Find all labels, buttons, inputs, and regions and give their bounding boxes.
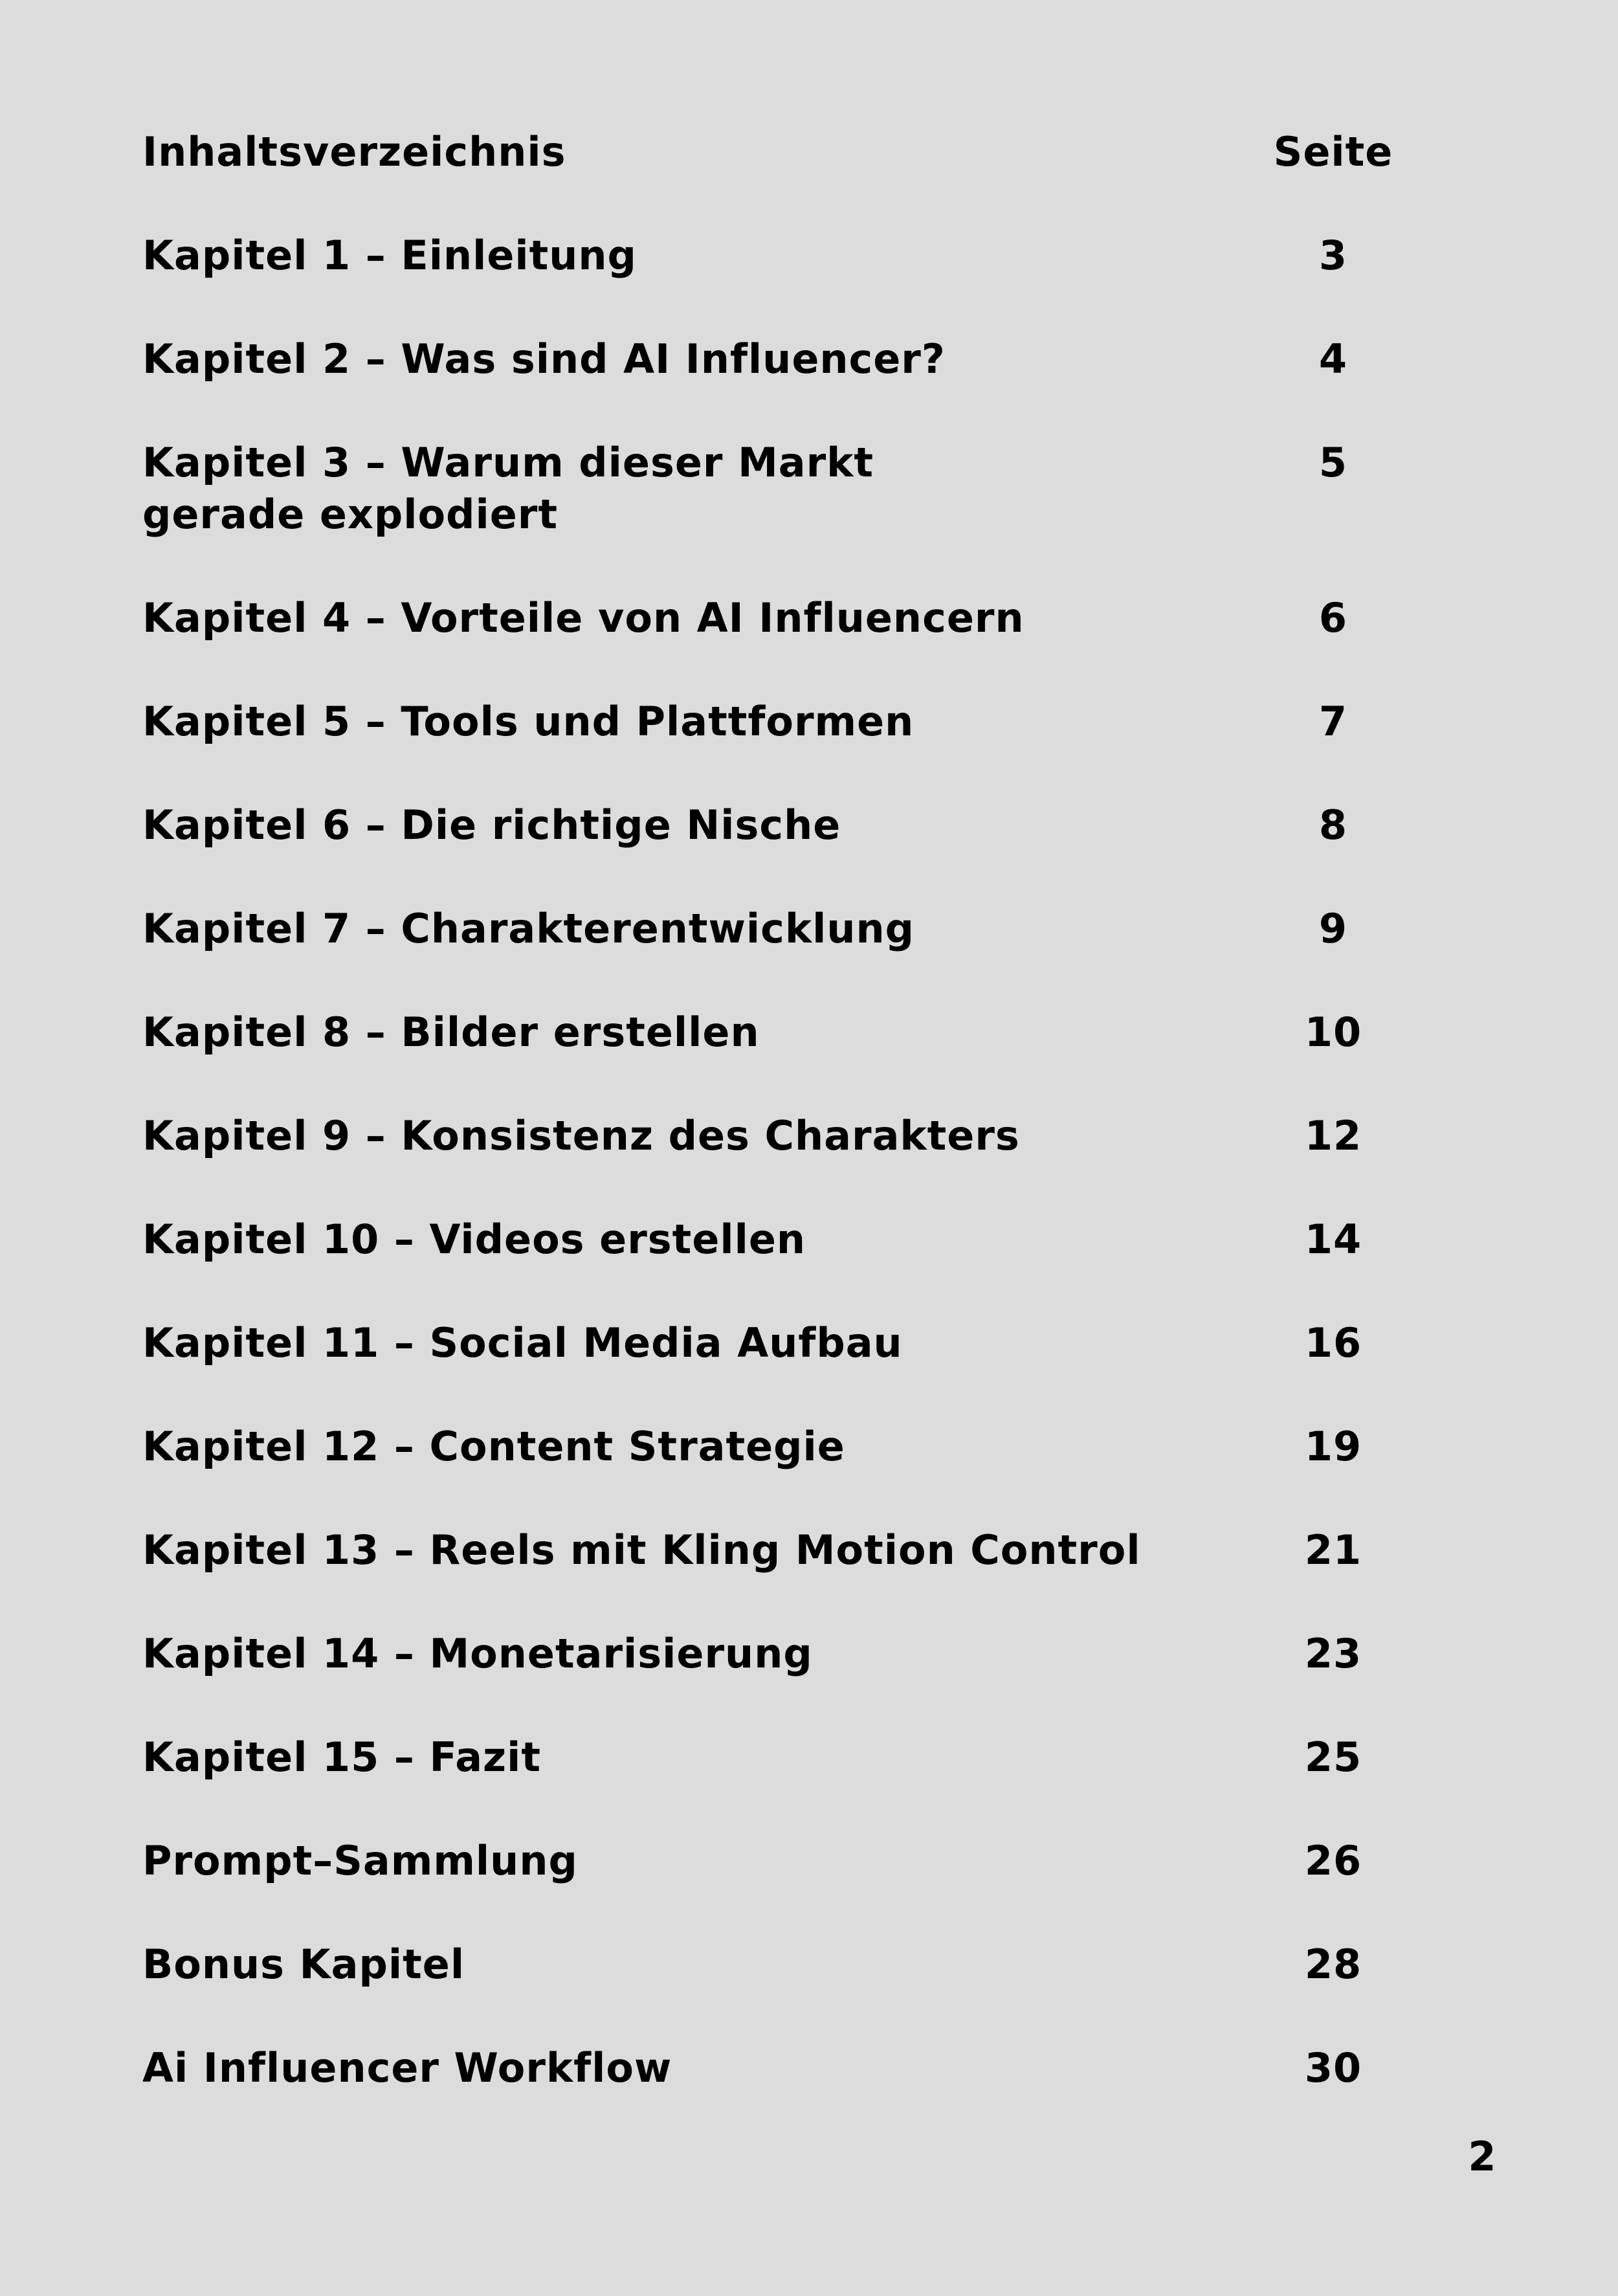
table-of-contents xyxy=(142,0,1437,2296)
toc-entry-page: 23 xyxy=(1304,1630,1362,1677)
toc-entry-title: Prompt–Sammlung xyxy=(142,1837,578,1884)
toc-entry-title: Kapitel 12 – Content Strategie xyxy=(142,1423,845,1470)
toc-entry-title: Kapitel 5 – Tools und Plattformen xyxy=(142,698,914,745)
toc-entry-page: 7 xyxy=(1318,698,1348,745)
toc-entry-page: 21 xyxy=(1304,1526,1362,1574)
toc-entry-title: Kapitel 10 – Videos erstellen xyxy=(142,1216,806,1263)
toc-entry-page: 25 xyxy=(1304,1733,1362,1781)
toc-heading: Inhaltsverzeichnis xyxy=(142,128,566,175)
toc-entry-title: Kapitel 6 – Die richtige Nische xyxy=(142,801,841,849)
page-number: 2 xyxy=(1468,2133,1496,2180)
toc-entry-page: 16 xyxy=(1304,1319,1362,1366)
toc-entry-title: Kapitel 1 – Einleitung xyxy=(142,232,637,279)
toc-entry-title: Kapitel 13 – Reels mit Kling Motion Control xyxy=(142,1526,1141,1574)
toc-entry-title: Kapitel 7 – Charakterentwicklung xyxy=(142,905,914,952)
toc-entry-page: 9 xyxy=(1318,905,1348,952)
page-column-label: Seite xyxy=(1273,128,1393,175)
toc-entry-page: 26 xyxy=(1304,1837,1362,1884)
toc-entry-title: Kapitel 2 – Was sind AI Influencer? xyxy=(142,335,946,383)
toc-entry-page: 19 xyxy=(1304,1423,1362,1470)
toc-entry-title: Kapitel 14 – Monetarisierung xyxy=(142,1630,813,1677)
toc-entry-page: 6 xyxy=(1318,594,1348,641)
toc-entry-title: Kapitel 11 – Social Media Aufbau xyxy=(142,1319,903,1366)
toc-entry-title: Bonus Kapitel xyxy=(142,1941,465,1988)
toc-entry-title: Kapitel 9 – Konsistenz des Charakters xyxy=(142,1112,1020,1159)
toc-entry-title: Kapitel 8 – Bilder erstellen xyxy=(142,1009,760,1056)
toc-entry-page: 10 xyxy=(1304,1009,1362,1056)
toc-entry-title: Kapitel 3 – Warum dieser Markt gerade explodiert xyxy=(142,439,874,538)
toc-entry-page: 3 xyxy=(1318,232,1348,279)
toc-entry-title: Ai Influencer Workflow xyxy=(142,2044,672,2091)
toc-entry-title: Kapitel 15 – Fazit xyxy=(142,1733,542,1781)
toc-entry-page: 8 xyxy=(1318,801,1348,849)
toc-entry-page: 12 xyxy=(1304,1112,1362,1159)
toc-entry-title: Kapitel 4 – Vorteile von AI Influencern xyxy=(142,594,1025,641)
toc-entry-page: 14 xyxy=(1304,1216,1362,1263)
toc-entry-page: 4 xyxy=(1318,335,1348,383)
toc-entry-page: 30 xyxy=(1304,2044,1362,2091)
toc-entry-page: 5 xyxy=(1318,439,1348,486)
toc-entry-page: 28 xyxy=(1304,1941,1362,1988)
